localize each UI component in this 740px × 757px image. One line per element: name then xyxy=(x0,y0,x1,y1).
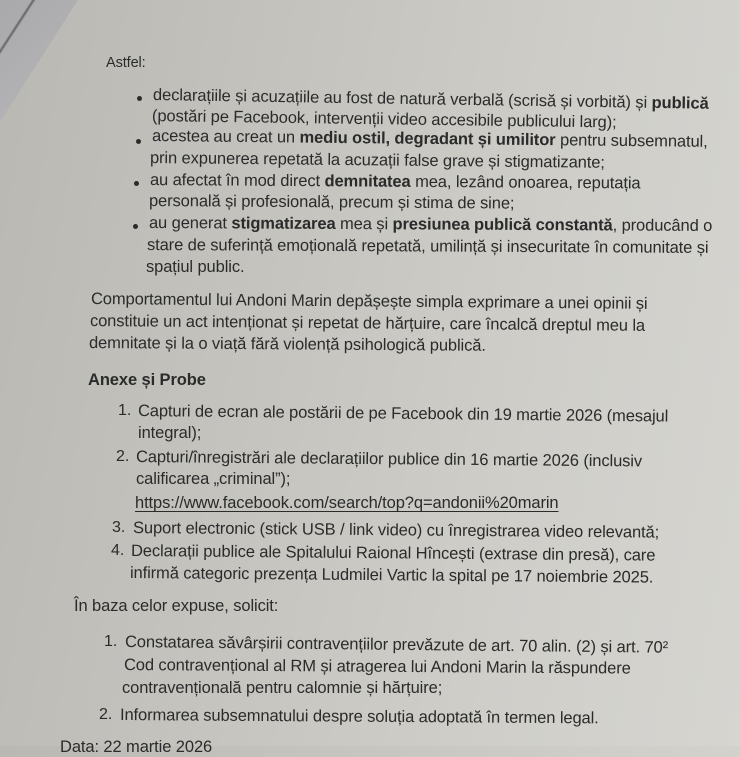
list-item-line: Constatarea săvârșirii contravențiilor prevăzute de art. 70 alin. (2) și art. 70² xyxy=(124,633,669,657)
list-item-line: Capturi/înregistrări ale declarațiilor publice din 16 martie 2026 (inclusiv xyxy=(135,448,643,471)
annexes-heading: Anexe și Probe xyxy=(88,371,206,389)
bullet-line: acestea au creat un mediu ostil, degradant și umilitor pentru subsemnatul, xyxy=(151,127,708,151)
bullet-line: personală și profesională, precum și stima de sine; xyxy=(148,192,515,213)
list-item-line: integral); xyxy=(138,424,202,442)
intro-label: Astfel: xyxy=(106,55,146,71)
bullet-line: declarațiile și acuzațiile au fost de natură verbală (scrisă și vorbită) și publică xyxy=(152,86,709,113)
facebook-search-link[interactable]: https://www.facebook.com/search/top?q=andonii%20marin xyxy=(135,494,559,512)
list-number: 2. xyxy=(99,706,113,723)
list-item-line: Capturi de ecran ale postării de pe Facebook din 19 martie 2026 (mesajul xyxy=(137,402,669,426)
list-item-line: Cod contravențional al RM și atragerea lui Andoni Marin la răspundere xyxy=(123,656,631,678)
list-item-line: Informarea subsemnatului despre soluția adoptată în termen legal. xyxy=(119,706,599,728)
request-intro: În baza celor expuse, solicit: xyxy=(74,597,279,615)
bullet-line: spațiul public. xyxy=(146,258,245,276)
list-item-line: contravențională pentru calomnie și hărțuire; xyxy=(122,679,443,697)
list-number: 2. xyxy=(116,448,130,465)
bullet-line: au afectat în mod direct demnitatea mea, lezând onoarea, reputația xyxy=(149,171,641,193)
paragraph-line: constituie un act intenționat și repetat de hărțuire, care încalcă dreptul meu la xyxy=(89,312,646,335)
list-item-line: calificarea „criminal”); xyxy=(136,470,291,488)
bullet-line: prin expunerea repetată la acuzații false grave și stigmatizante; xyxy=(149,149,605,172)
bullet-marker xyxy=(136,139,141,144)
paragraph-line: demnitate și la o viață fără violență psihologică publică. xyxy=(88,334,486,355)
paragraph-line: Comportamentul lui Andoni Marin depășește simpla exprimare a unei opinii și xyxy=(90,290,648,313)
date-line: Data: 22 martie 2026 xyxy=(60,738,213,756)
list-item-line: Declarații publice ale Spitalului Raional Hîncești (extrase din presă), care xyxy=(130,542,656,565)
bullet-marker xyxy=(133,224,138,229)
bullet-marker xyxy=(137,96,142,101)
list-number: 1. xyxy=(118,402,132,419)
bullet-line: (postări pe Facebook, intervenții video accesibile publicului larg); xyxy=(151,107,617,132)
list-number: 1. xyxy=(104,633,118,650)
bullet-line: stare de suferință emoțională repetată, umilință și insecuritate în comunitate și xyxy=(146,236,709,257)
list-item-line: infirmă categoric prezența Ludmilei Vartic la spital pe 17 noiembrie 2025. xyxy=(129,564,654,587)
list-number: 4. xyxy=(111,542,125,559)
list-number: 3. xyxy=(112,519,126,536)
bullet-marker xyxy=(134,181,139,186)
bullet-line: au generat stigmatizarea mea și presiunea publică constantă, producând o xyxy=(148,214,713,235)
list-item-line: Suport electronic (stick USB / link video) cu înregistrarea video relevantă; xyxy=(132,519,660,542)
